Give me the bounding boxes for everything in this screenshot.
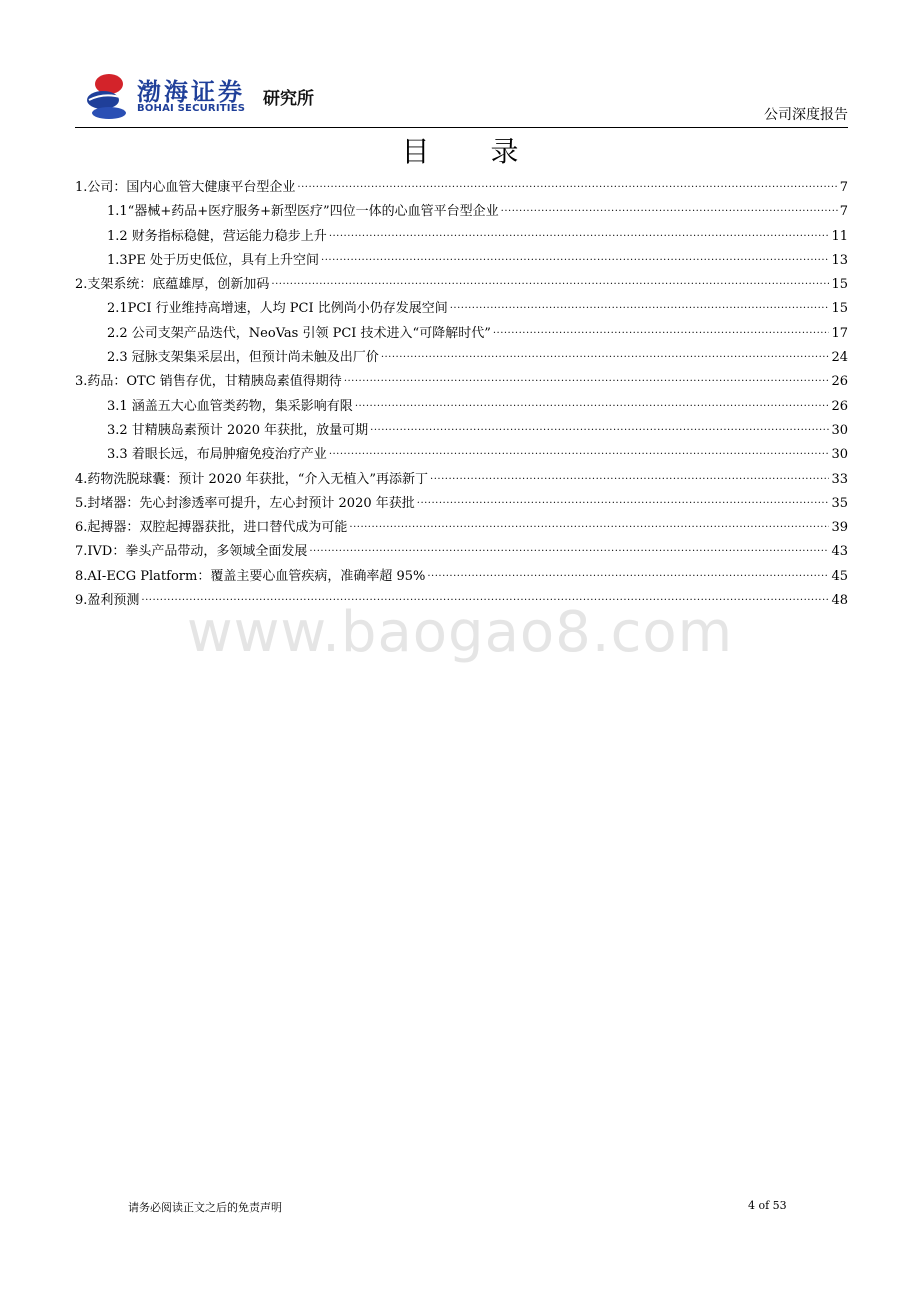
toc-entry-title[interactable]: 3.1 涵盖五大心血管类药物，集采影响有限 [107,398,353,414]
toc-entry[interactable] [75,176,848,200]
toc-entry-page-number[interactable]: 30 [831,422,848,438]
toc-entry[interactable] [75,346,848,370]
toc-entry-page-number[interactable]: 11 [831,228,848,244]
logo-english-name: BOHAI SECURITIES [137,103,246,114]
toc-dot-leader [381,349,830,361]
toc-entry-page-number[interactable]: 15 [831,301,848,317]
toc-dot-leader [321,252,829,264]
toc-entry[interactable] [75,225,848,249]
toc-entry-page-number[interactable]: 48 [831,593,848,609]
watermark: www.baogao8.com [186,600,734,665]
toc-entry-title[interactable]: 3.药品：OTC 销售存优，甘精胰岛素值得期待 [75,374,342,390]
toc-entry-page-number[interactable]: 17 [831,325,848,341]
footer-disclaimer: 请务必阅读正文之后的免责声明 [128,1201,282,1214]
toc-entry-title[interactable]: 5.封堵器：先心封渗透率可提升，左心封预计 2020 年获批 [75,495,415,511]
toc-entry[interactable] [75,419,848,443]
toc-dot-leader [329,446,830,458]
toc-entry-title[interactable]: 2.1PCI 行业维持高增速，人均 PCI 比例尚小仍存发展空间 [107,301,448,317]
toc-entry-page-number[interactable]: 43 [831,544,848,560]
toc-entry[interactable] [75,200,848,224]
toc-entry-title[interactable]: 8.AI-ECG Platform：覆盖主要心血管疾病，准确率超 95% [75,568,426,584]
toc-entry-title[interactable]: 3.3 着眼长远，布局肿瘤免疫治疗产业 [107,447,327,463]
toc-entry-title[interactable]: 3.2 甘精胰岛素预计 2020 年获批，放量可期 [107,422,369,438]
toc-entry[interactable] [75,565,848,589]
toc-entry-title[interactable]: 7.IVD：拳头产品带动，多领域全面发展 [75,544,308,560]
toc-dot-leader [427,568,829,580]
toc-entry[interactable] [75,297,848,321]
toc-entry-page-number[interactable]: 7 [839,180,848,195]
toc-entry[interactable] [75,322,848,346]
toc-entry-page-number[interactable]: 26 [831,398,848,414]
toc-entry-page-number[interactable]: 39 [831,520,848,536]
toc-entry-title[interactable]: 2.2 公司支架产品迭代，NeoVas 引领 PCI 技术进入“可降解时代” [107,325,491,341]
toc-entry-page-number[interactable]: 13 [831,252,848,268]
toc-entry-title[interactable]: 4.药物洗脱球囊：预计 2020 年获批，“介入无植入”再添新丁 [75,471,429,487]
toc-entry-title[interactable]: 1.1“器械+药品+医疗服务+新型医疗”四位一体的心血管平台型企业 [107,204,499,220]
toc-dot-leader [493,325,830,337]
toc-dot-leader [349,519,829,531]
toc-entry-title[interactable]: 1.公司：国内心血管大健康平台型企业 [75,180,296,195]
table-of-contents [75,176,848,613]
toc-entry[interactable] [75,249,848,273]
report-header [75,66,848,128]
logo-chinese-name: 渤海证券 [137,78,245,106]
toc-dot-leader [355,398,830,410]
toc-entry-title[interactable]: 9.盈利预测 [75,593,140,609]
toc-entry[interactable] [75,468,848,492]
toc-dot-leader [309,543,829,555]
toc-dot-leader [370,422,829,434]
toc-dot-leader [344,373,830,385]
toc-entry-page-number[interactable]: 7 [839,204,848,220]
toc-entry[interactable] [75,443,848,467]
toc-entry-page-number[interactable]: 45 [831,568,848,584]
toc-entry[interactable] [75,370,848,394]
report-type-label: 公司深度报告 [764,107,848,123]
toc-entry[interactable] [75,492,848,516]
toc-entry-page-number[interactable]: 15 [831,277,848,293]
toc-entry-page-number[interactable]: 30 [831,447,848,463]
research-institute-label: 研究所 [263,89,314,109]
toc-entry-title[interactable]: 6.起搏器：双腔起搏器获批，进口替代成为可能 [75,520,348,536]
footer-page-indicator: 4 of 53 [748,1199,787,1212]
toc-entry[interactable] [75,516,848,540]
toc-entry-title[interactable]: 2.3 冠脉支架集采层出，但预计尚未触及出厂价 [107,350,379,366]
toc-dot-leader [501,203,838,215]
toc-entry-title[interactable]: 1.2 财务指标稳健，营运能力稳步上升 [107,228,327,244]
toc-entry[interactable] [75,540,848,564]
toc-entry-page-number[interactable]: 33 [831,471,848,487]
toc-entry-page-number[interactable]: 24 [831,350,848,366]
toc-dot-leader [417,495,830,507]
toc-title: 目 录 [401,135,545,168]
toc-dot-leader [450,300,830,312]
toc-entry[interactable] [75,273,848,297]
bohai-logo-mark-icon [85,70,129,122]
toc-entry-page-number[interactable]: 26 [831,374,848,390]
bohai-securities-logo [85,70,335,122]
toc-entry-title[interactable]: 2.支架系统：底蕴雄厚，创新加码 [75,277,270,293]
toc-entry-title[interactable]: 1.3PE 处于历史低位，具有上升空间 [107,252,320,268]
toc-entry-page-number[interactable]: 35 [831,495,848,511]
header-divider [75,127,848,128]
toc-dot-leader [430,471,829,483]
toc-entry[interactable] [75,395,848,419]
toc-dot-leader [297,179,837,191]
toc-dot-leader [271,276,829,288]
toc-dot-leader [329,228,830,240]
